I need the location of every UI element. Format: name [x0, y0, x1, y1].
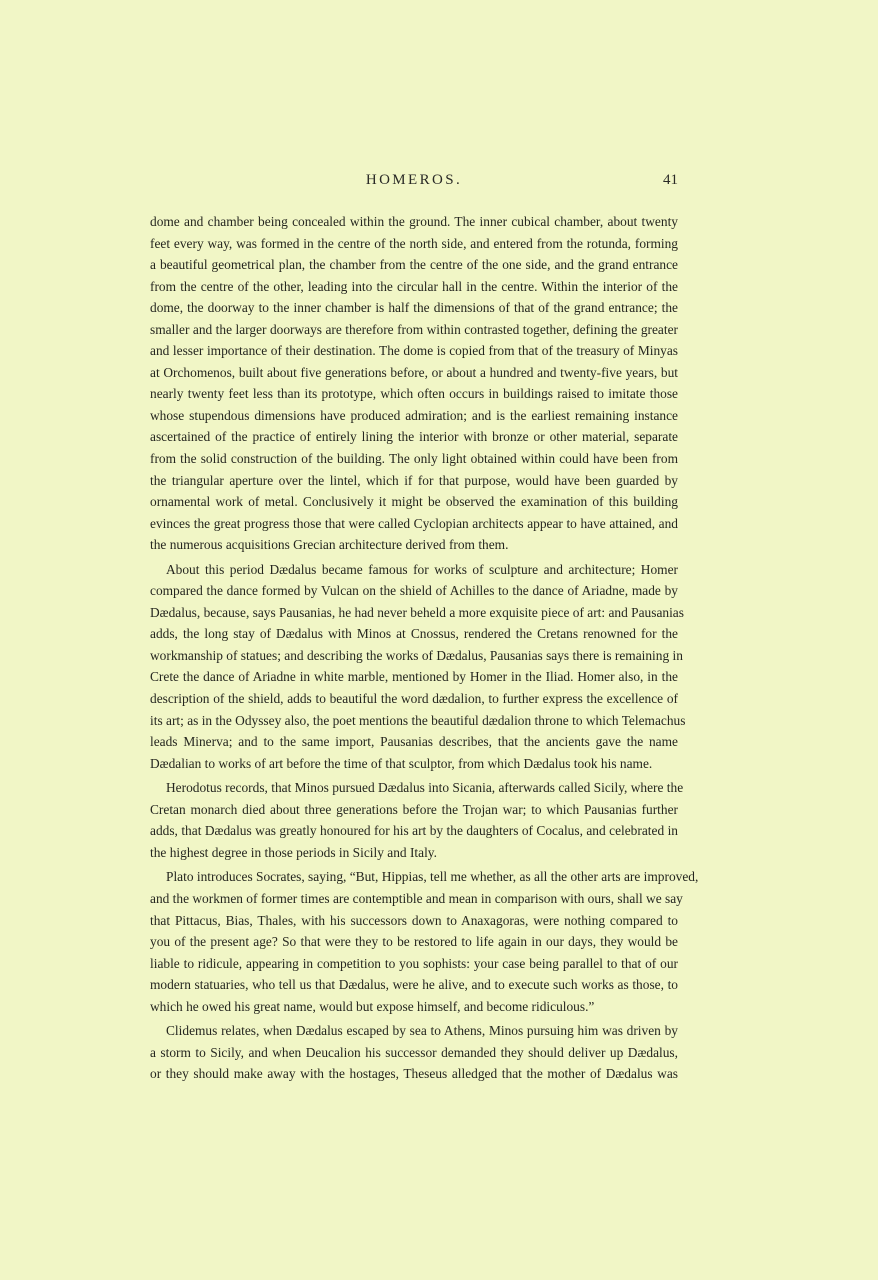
paragraph	[150, 866, 699, 1017]
text-line: which he owed his great name, would but expose himself, and become ridiculous.”	[150, 998, 595, 1014]
text-line: Dædalus, because, says Pausanias, he had never beheld a more exquisite piece of art: and Pausanias	[150, 604, 684, 620]
text-line: adds, the long stay of Dædalus with Minos at Cnossus, rendered the Cretans renowned for the	[150, 626, 678, 642]
text-line: workmanship of statues; and describing the works of Dædalus, Pausanias says there is remaining in	[150, 647, 683, 663]
text-line: or they should make away with the hostages, Theseus alledged that the mother of Dædalus was	[150, 1066, 678, 1082]
text-line: Clidemus relates, when Dædalus escaped by sea to Athens, Minos pursuing him was driven by	[166, 1023, 678, 1039]
text-line: and the workmen of former times are contemptible and mean in comparison with ours, shall we say	[150, 890, 683, 906]
text-line: About this period Dædalus became famous for works of sculpture and architecture; Homer	[166, 561, 678, 577]
text-line: from the solid construction of the building. The only light obtained within could have been from	[150, 451, 678, 467]
page-number: 41	[663, 172, 678, 188]
text-line: dome and chamber being concealed within the ground. The inner cubical chamber, about twenty	[150, 214, 678, 229]
text-line: adds, that Dædalus was greatly honoured for his art by the daughters of Cocalus, and celebrated in	[150, 823, 678, 839]
text-line: Herodotus records, that Minos pursued Dædalus into Sicania, afterwards called Sicily, where the	[166, 780, 684, 796]
text-line: you of the present age? So that were they to be restored to life again in our days, they would be	[150, 934, 678, 950]
text-line: its art; as in the Odyssey also, the poet mentions the beautiful dædalion throne to which Telemachus	[150, 712, 686, 728]
paragraph	[150, 1020, 678, 1085]
text-line: smaller and the larger doorways are therefore from within contrasted together, defining the greater	[150, 321, 678, 337]
text-line: liable to ridicule, appearing in competition to you sophists: your case being parallel to that of our	[150, 955, 678, 971]
text-line: nearly twenty feet less than its prototype, which often occurs in buildings raised to imitate those	[150, 386, 678, 402]
text-line: the triangular aperture over the lintel, which if for that purpose, would have been guarded by	[150, 472, 678, 488]
text-line: Dædalian to works of art before the time of that sculptor, from which Dædalus took his name.	[150, 755, 653, 771]
paragraph	[150, 559, 686, 774]
text-line: Cretan monarch died about three generations before the Trojan war; to which Pausanias further	[150, 801, 678, 817]
text-line: leads Minerva; and to the same import, Pausanias describes, that the ancients gave the name	[150, 734, 678, 750]
text-line: whose stupendous dimensions have produced admiration; and is the earliest remaining instance	[150, 407, 678, 423]
body-text	[150, 211, 699, 1088]
text-line: evinces the great progress those that were called Cyclopian architects appear to have attained, and	[150, 515, 678, 531]
text-line: compared the dance formed by Vulcan on the shield of Achilles to the dance of Ariadne, made by	[150, 583, 678, 599]
text-line: the highest degree in those periods in Sicily and Italy.	[150, 844, 437, 860]
text-line: feet every way, was formed in the centre of the north side, and entered from the rotunda, forming	[150, 235, 678, 251]
text-line: ascertained of the practice of entirely lining the interior with bronze or other material, separate	[150, 429, 678, 445]
paragraph	[150, 211, 678, 556]
running-title: HOMEROS.	[365, 172, 463, 188]
paragraph	[150, 777, 684, 863]
text-line: that Pittacus, Bias, Thales, with his successors down to Anaxagoras, were nothing compared to	[150, 912, 678, 928]
text-line: a beautiful geometrical plan, the chamber from the centre of the one side, and the grand entrance	[150, 257, 678, 273]
running-head	[150, 172, 678, 196]
text-line: ornamental work of metal. Conclusively it might be observed the examination of this building	[150, 494, 678, 510]
text-line: dome, the doorway to the inner chamber is half the dimensions of that of the grand entrance; the	[150, 300, 678, 316]
text-line: and lesser importance of their destination. The dome is copied from that of the treasury of Minyas	[150, 343, 678, 359]
text-line: Plato introduces Socrates, saying, “But, Hippias, tell me whether, as all the other arts are improved,	[166, 869, 699, 885]
text-line: a storm to Sicily, and when Deucalion his successor demanded they should deliver up Dædalus,	[150, 1044, 678, 1060]
text-line: from the centre of the other, leading into the circular hall in the centre. Within the interior of the	[150, 278, 678, 294]
text-line: modern statuaries, who tell us that Dædalus, were he alive, and to execute such works as those, to	[150, 977, 678, 993]
text-line: at Orchomenos, built about five generations before, or about a hundred and twenty-five years, but	[150, 364, 678, 380]
text-line: the numerous acquisitions Grecian architecture derived from them.	[150, 537, 509, 553]
text-line: Crete the dance of Ariadne in white marble, mentioned by Homer in the Iliad. Homer also, in the	[150, 669, 678, 685]
text-line: description of the shield, adds to beautiful the word dædalion, to further express the excellence of	[150, 691, 678, 707]
